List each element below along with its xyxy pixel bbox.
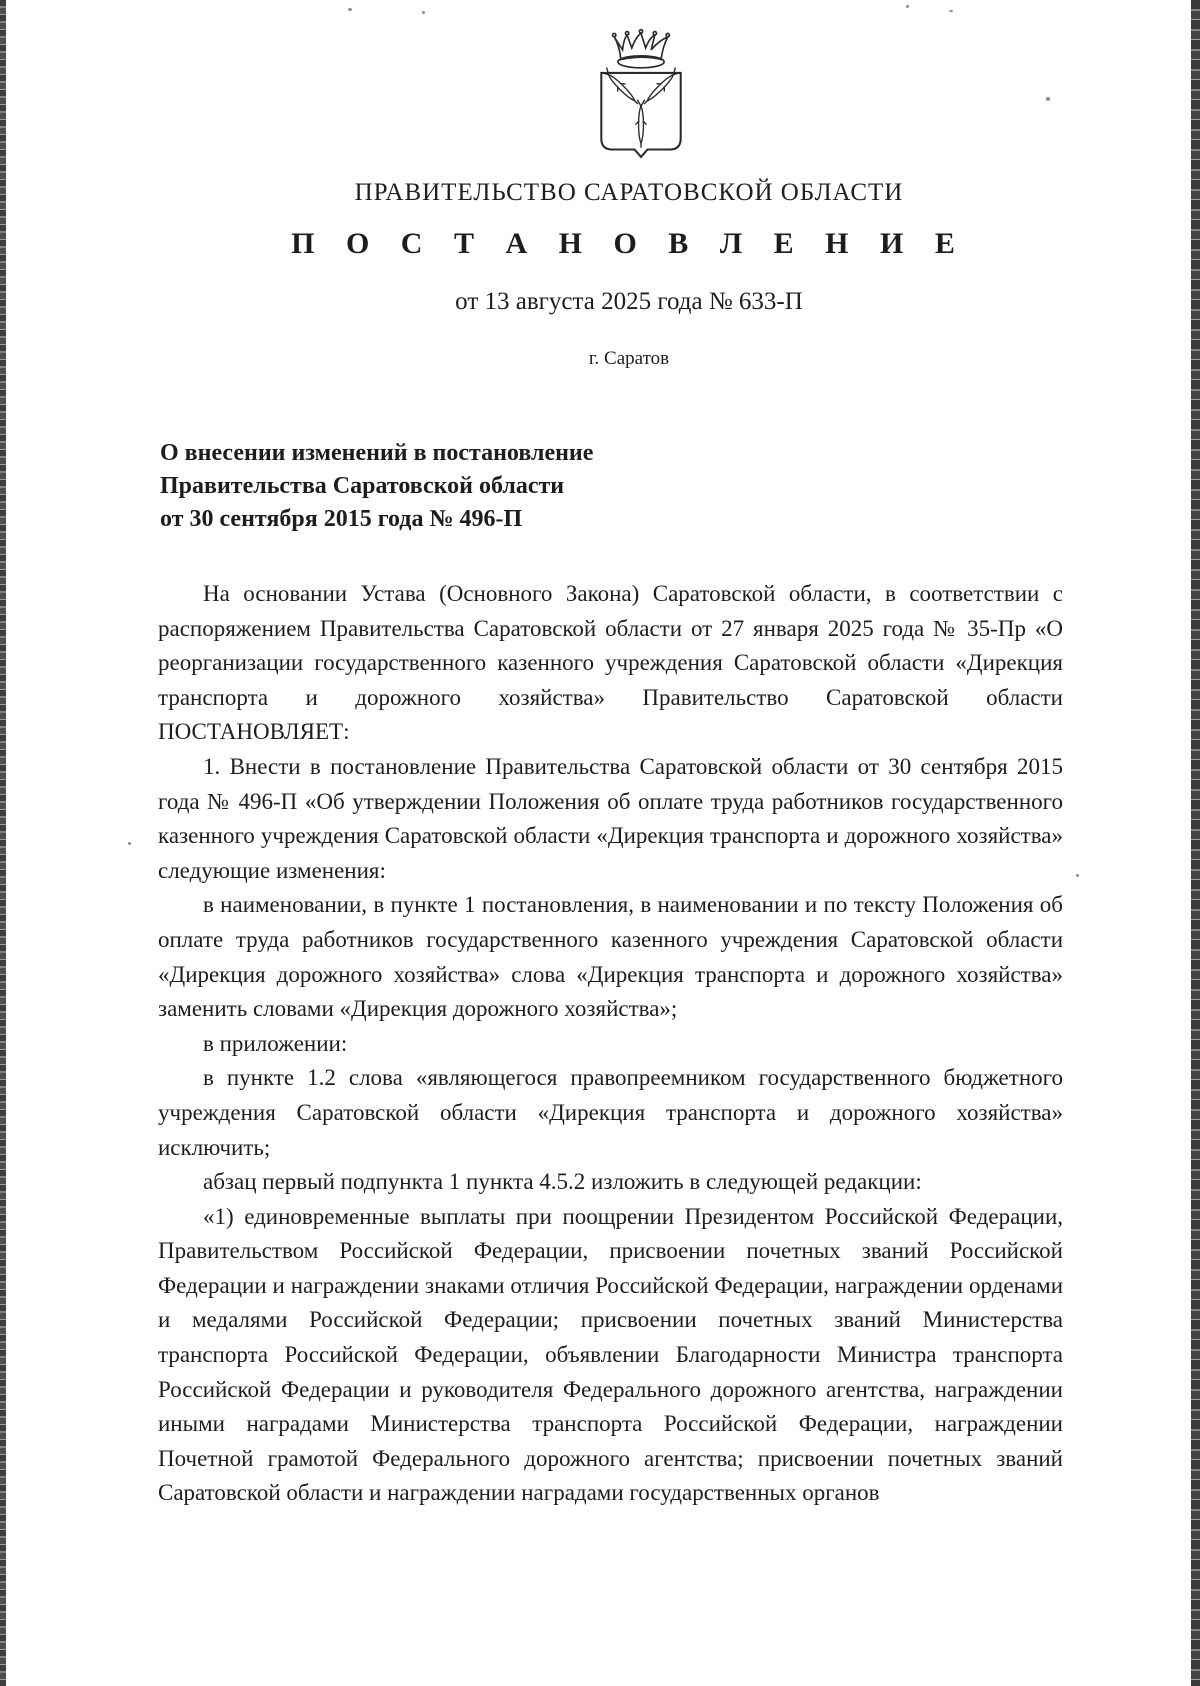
body-paragraph: в приложении:	[203, 1030, 348, 1056]
scan-speck	[906, 5, 909, 8]
body-paragraph: 1. Внести в постановление Правительства Саратовской области от 30 сентября 2015 года № 496-П «Об утверждении Положения об оплате труда работников государственного казенного учреждения Саратовской области «Дирекция транспорта и дорожного хозяйства» следующие изменения:	[158, 753, 1063, 883]
document-place: г. Саратов	[588, 348, 670, 369]
scan-speck	[348, 8, 352, 11]
body-paragraph: в пункте 1.2 слова «являющегося правопреемником государственного бюджетного учреждения Саратовской области «Дирекция транспорта и дорожного хозяйства» исключить;	[158, 1065, 1063, 1160]
subject-line-1: О внесении изменений в постановление	[160, 440, 594, 466]
body-paragraph: На основании Устава (Основного Закона) Саратовской области, в соответствии с распоряжением Правительства Саратовской области от 27 января 2025 года № 35-Пр «О реорганизации государственного казенного учреждения Саратовской области «Дирекция транспорта и дорожного хозяйства» Правительство Саратовской области ПОСТАНОВЛЯЕТ:	[158, 581, 1063, 745]
government-title: ПРАВИТЕЛЬСТВО САРАТОВСКОЙ ОБЛАСТИ	[354, 179, 904, 206]
body-paragraph: абзац первый подпункта 1 пункта 4.5.2 изложить в следующей редакции:	[203, 1169, 922, 1195]
subject-heading	[160, 437, 920, 536]
document-date-number: от 13 августа 2025 года № 633-П	[455, 288, 803, 315]
scan-speck	[1046, 97, 1050, 101]
scan-speck	[422, 11, 425, 14]
body-paragraph: в наименовании, в пункте 1 постановления, в наименовании и по тексту Положения об оплате труда работников государственного казенного учреждения Саратовской области «Дирекция дорожного хозяйства» слова «Дирекция транспорта и дорожного хозяйства» заменить словами «Дирекция дорожного хозяйства»;	[158, 892, 1063, 1022]
document-type-title: П О С Т А Н О В Л Е Н И Е	[291, 227, 967, 260]
document-body	[158, 577, 1063, 1511]
scan-speck	[128, 842, 131, 845]
scan-speck	[1076, 874, 1079, 877]
subject-line-3: от 30 сентября 2015 года № 496-П	[160, 506, 523, 532]
saratov-coat-of-arms-icon	[581, 26, 701, 166]
subject-line-2: Правительства Саратовской области	[160, 473, 565, 499]
scan-speck	[949, 10, 953, 12]
body-paragraph: «1) единовременные выплаты при поощрении Президентом Российской Федерации, Правительством Российской Федерации, присвоении почетных званий Российской Федерации и награждении знаками отличия Российской Федерации, награждении орденами и медалями Российской Федерации; присвоении почетных званий Министерства транспорта Российской Федерации, объявлении Благодарности Министра транспорта Российской Федерации и руководителя Федерального дорожного агентства, награждении иными наградами Министерства транспорта Российской Федерации, награждении Почетной грамотой Федерального дорожного агентства; присвоении почетных званий Саратовской области и награждении наградами государственных органов	[158, 1203, 1063, 1506]
